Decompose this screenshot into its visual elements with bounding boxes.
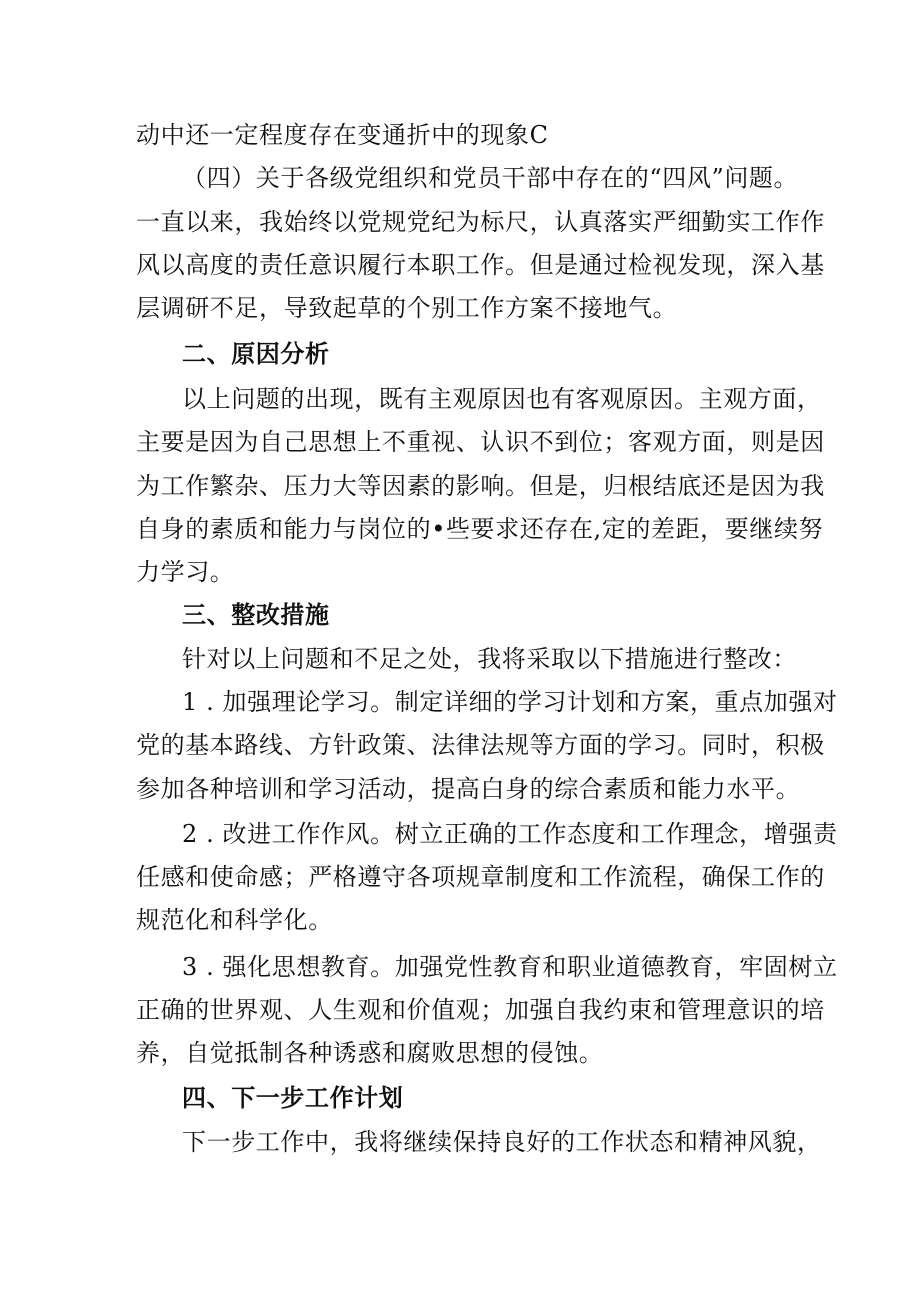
body-text-line: 党的基本路线、方针政策、法律法规等方面的学习。同时，积极 bbox=[136, 731, 825, 759]
body-text-line: 为工作繁杂、压力大等因素的影响。但是，归根结底还是因为我 bbox=[136, 472, 825, 500]
section-heading-next-plan: 四、下一步工作计划 bbox=[182, 1083, 404, 1112]
body-text-line: 以上问题的出现，既有主观原因也有客观原因。主观方面， bbox=[182, 385, 822, 413]
body-text-line: 正确的世界观、人生观和价值观；加强自我约束和管理意识的培 bbox=[136, 996, 825, 1024]
body-text-line: （四）关于各级党组织和党员干部中存在的“四风”问题。 bbox=[182, 164, 799, 192]
body-text-line: 风以高度的责任意识履行本职工作。但是通过检视发现，深入基 bbox=[136, 251, 825, 279]
body-text-line: 一直以来，我始终以党规党纪为标尺，认真落实严细勤实工作作 bbox=[136, 208, 825, 236]
section-heading-causes: 二、原因分析 bbox=[182, 339, 330, 368]
list-item-line: 3 . 强化思想教育。加强党性教育和职业道德教育，牢固树立 bbox=[182, 953, 838, 981]
body-text-line: 参加各种培训和学习活动，提高白身的综合素质和能力水平。 bbox=[136, 775, 801, 803]
section-heading-measures: 三、整改措施 bbox=[182, 600, 330, 629]
body-text-line: 自身的素质和能力与岗位的•些要求还存在,定的差距，要继续努 bbox=[136, 515, 824, 543]
list-item-line: 1 . 加强理论学习。制定详细的学习计划和方案，重点加强对 bbox=[182, 688, 838, 716]
list-item-line: 2 . 改进工作作风。树立正确的工作态度和工作理念，增强责 bbox=[182, 820, 838, 848]
body-text-line: 任感和使命感；严格遵守各项规章制度和工作流程，确保工作的 bbox=[136, 863, 825, 891]
body-text-line: 规范化和科学化。 bbox=[136, 906, 333, 934]
body-text-line: 力学习。 bbox=[136, 558, 235, 586]
body-text-line: 主要是因为自己思想上不重视、认识不到位；客观方面，则是因 bbox=[136, 428, 825, 456]
body-text-line: 层调研不足，导致起草的个别工作方案不接地气。 bbox=[136, 294, 678, 322]
body-text-line: 针对以上问题和不足之处，我将采取以下措施进行整改： bbox=[182, 645, 797, 673]
body-text-line: 动中还一定程度存在变通折中的现象C bbox=[136, 121, 549, 149]
body-text-line: 下一步工作中，我将继续保持良好的工作状态和精神风貌， bbox=[182, 1128, 822, 1156]
body-text-line: 养，自觉抵制各种诱惑和腐败思想的侵蚀。 bbox=[136, 1039, 604, 1067]
